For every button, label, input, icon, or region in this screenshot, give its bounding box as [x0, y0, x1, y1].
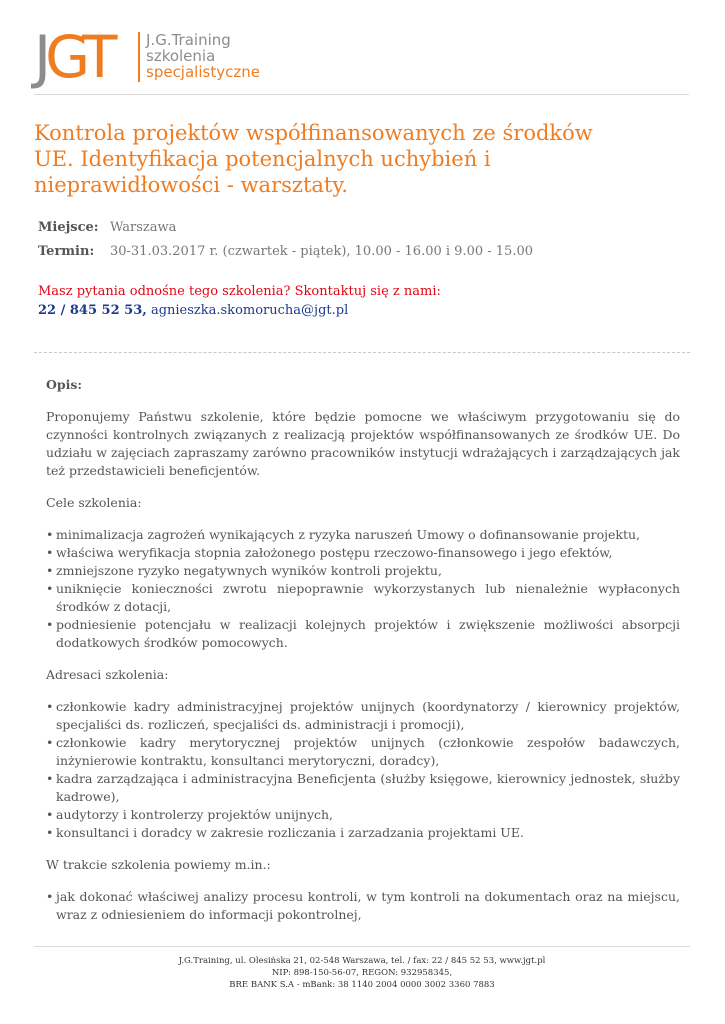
during-list: [46, 888, 680, 924]
term-value: 30-31.03.2017 r. (czwartek - piątek), 10.00 - 16.00 i 9.00 - 15.00: [110, 244, 533, 259]
list-item: • podniesienie potencjału w realizacji kolejnych projektów i zwiększenie możliwości absorpcji dodatkowych środków pomocowych.: [56, 616, 680, 652]
logo-mark-gt: GT: [45, 23, 112, 91]
logo-company-name: J.G.Training: [146, 31, 231, 49]
logo-mark-j: J: [34, 23, 46, 91]
term-label: Termin:: [38, 244, 95, 259]
header: [34, 23, 689, 95]
meta-place-row: [38, 218, 533, 242]
description-intro: Proponujemy Państwu szkolenie, które będzie pomocne we właściwym przygotowaniu się do czynności kontrolnych związanych z realizacją projektów współfinansowanych ze środków UE. Do udziału w zajęciach zapraszamy zarówno pracowników instytucji wdrażających i zarządzających jak też przedstawicieli beneficjentów.: [46, 409, 680, 478]
logo[interactable]: [34, 23, 112, 91]
main-content: [46, 376, 680, 938]
footer-registration: NIP: 898-150-56-07, REGON: 932958345,: [271, 968, 453, 978]
contact-phone: 22 / 845 52 53,: [38, 303, 147, 318]
goals-heading: Cele szkolenia:: [46, 495, 142, 510]
page-title: Kontrola projektów współfinansowanych ze środków UE. Identyfikacja potencjalnych uchybień i nieprawidłowości - warsztaty.: [34, 121, 593, 197]
logo-tagline-2: specjalistyczne: [146, 63, 260, 81]
audience-heading: Adresaci szkolenia:: [46, 667, 169, 682]
footer-address: J.G.Training, ul. Olesińska 21, 02-548 Warszawa, tel. / fax: 22 / 845 52 53, www.jgt.pl: [178, 956, 546, 966]
description-heading: Opis:: [46, 377, 83, 392]
during-heading: W trakcie szkolenia powiemy m.in.:: [46, 857, 271, 872]
logo-separator: [138, 32, 140, 82]
logo-text: [146, 32, 260, 80]
goals-list: [46, 526, 680, 652]
list-item: • konsultanci i doradcy w zakresie rozliczania i zarzadzania projektami UE.: [56, 824, 680, 842]
footer: [34, 946, 690, 991]
list-item: • jak dokonać właściwej analizy procesu kontroli, w tym kontroli na dokumentach oraz na miejscu, wraz z odniesieniem do informacji pokontrolnej,: [56, 888, 680, 924]
event-meta: [38, 218, 533, 266]
logo-tagline-1: szkolenia: [146, 47, 216, 65]
place-value: Warszawa: [110, 220, 177, 235]
list-item: • członkowie kadry administracyjnej projektów unijnych (koordynatorzy / kierownicy projektów, specjaliści ds. rozliczeń, specjaliści ds. administracji i promocji),: [56, 698, 680, 734]
dashed-divider: [34, 352, 690, 353]
list-item: • członkowie kadry merytorycznej projektów unijnych (członkowie zespołów badawczych, inżynierowie kontraktu, konsultanci merytoryczni, doradcy),: [56, 734, 680, 770]
list-item: • minimalizacja zagrożeń wynikających z ryzyka naruszeń Umowy o dofinansowanie projektu,: [56, 526, 680, 544]
contact-box: [38, 282, 441, 320]
list-item: • właściwa weryfikacja stopnia założonego postępu rzeczowo-finansowego i jego efektów,: [56, 544, 680, 562]
contact-email-link[interactable]: agnieszka.skomorucha@jgt.pl: [150, 303, 349, 318]
place-label: Miejsce:: [38, 220, 99, 235]
list-item: • audytorzy i kontrolerzy projektów unijnych,: [56, 806, 680, 824]
list-item: • zmniejszone ryzyko negatywnych wyników kontroli projektu,: [56, 562, 680, 580]
contact-question: Masz pytania odnośne tego szkolenia? Skontaktuj się z nami:: [38, 284, 441, 299]
contact-details: [38, 301, 441, 320]
footer-bank: BRE BANK S.A - mBank: 38 1140 2004 0000 3002 3360 7883: [229, 980, 495, 990]
list-item: • uniknięcie konieczności zwrotu niepoprawnie wykorzystanych lub nienależnie wypłaconych środków z dotacji,: [56, 580, 680, 616]
meta-term-row: [38, 242, 533, 266]
list-item: • kadra zarządzająca i administracyjna Beneficjenta (służby księgowe, kierownicy jednostek, służby kadrowe),: [56, 770, 680, 806]
audience-list: [46, 698, 680, 842]
